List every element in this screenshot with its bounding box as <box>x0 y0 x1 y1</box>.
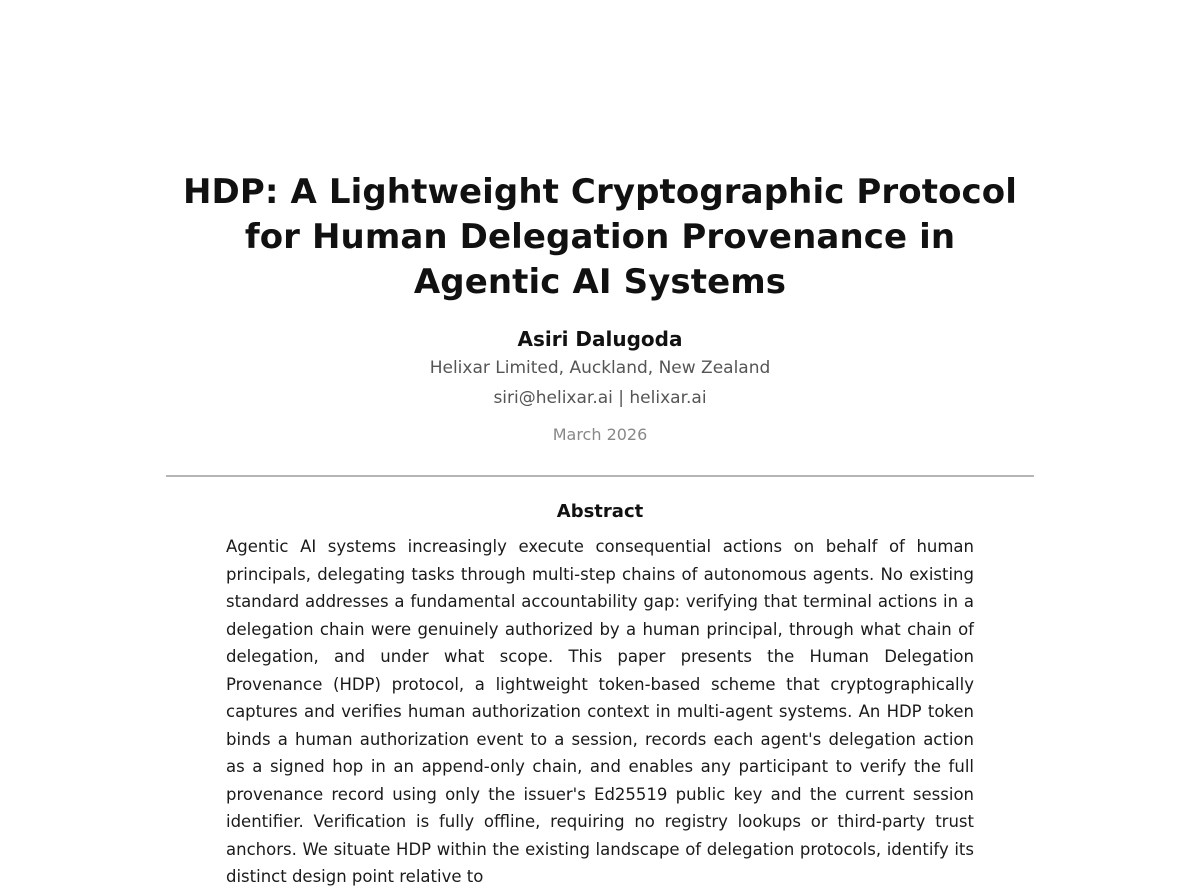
publication-date: March 2026 <box>552 425 648 444</box>
header-divider <box>166 475 1034 477</box>
author-contact: siri@helixar.ai | helixar.ai <box>493 388 707 408</box>
abstract-body: Agentic AI systems increasingly execute consequential actions on behalf of human principals, delegating tasks through multi-step chains of autonomous agents. No existing standard addresses a fundamental accountability gap: verifying that terminal actions in a delegation chain were genuinely authorized by a human principal, through what chain of delegation, and under what scope. This paper presents the Human Delegation Provenance (HDP) protocol, a lightweight token-based scheme that cryptographically captures and verifies human authorization context in multi-agent systems. An HDP token binds a human authorization event to a session, records each agent's delegation action as a signed hop in an append-only chain, and enables any participant to verify the full provenance record using only the issuer's Ed25519 public key and the current session identifier. Verification is fully offline, requiring no registry lookups or third-party trust anchors. We situate HDP within the existing landscape of delegation protocols, identify its distinct design point relative to <box>226 537 974 886</box>
paper-title: HDP: A Lightweight Cryptographic Protocol for Human Delegation Provenance in Agentic AI Systems <box>182 172 1018 302</box>
abstract-heading: Abstract <box>556 501 644 522</box>
author-affiliation: Helixar Limited, Auckland, New Zealand <box>429 358 771 378</box>
author-name: Asiri Dalugoda <box>517 327 683 351</box>
